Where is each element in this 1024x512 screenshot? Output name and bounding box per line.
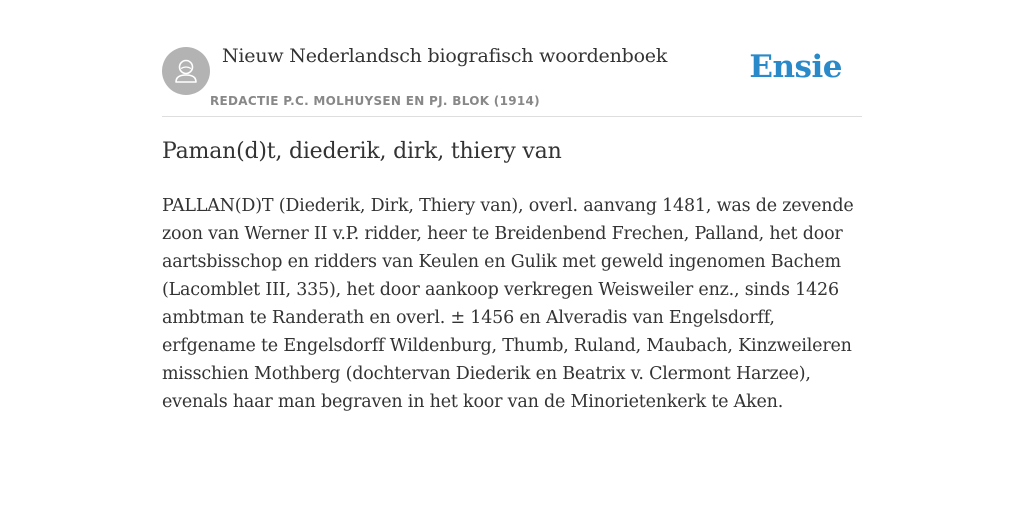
source-subtitle: REDACTIE P.C. MOLHUYSEN EN PJ. BLOK (1914) bbox=[210, 94, 540, 108]
source-header bbox=[162, 40, 862, 117]
user-icon bbox=[162, 47, 210, 95]
source-title[interactable]: Nieuw Nederlandsch biografisch woordenboek bbox=[222, 45, 668, 67]
entry-body: PALLAN(D)T (Diederik, Dirk, Thiery van), overl. aanvang 1481, was de zevende zoon van Werner II v.P. ridder, heer te Breidenbend Frechen, Palland, het door aartsbisschop en ridders van Keulen en Gulik met geweld ingenomen Bachem (Lacomblet III, 335), het door aankoop verkregen Weisweiler enz., sinds 1426 ambtman te Randerath en overl. ± 1456 en Alveradis van Engelsdorff, erfgename te Engelsdorff Wildenburg, Thumb, Ruland, Maubach, Kinzweileren misschien Mothberg (dochtervan Diederik en Beatrix v. Clermont Harzee), evenals haar man begraven in het koor van de Minorietenkerk te Aken. bbox=[162, 196, 854, 412]
ensie-logo-link[interactable]: Ensie bbox=[749, 49, 842, 85]
entry-title: Paman(d)t, diederik, dirk, thiery van bbox=[162, 139, 562, 164]
